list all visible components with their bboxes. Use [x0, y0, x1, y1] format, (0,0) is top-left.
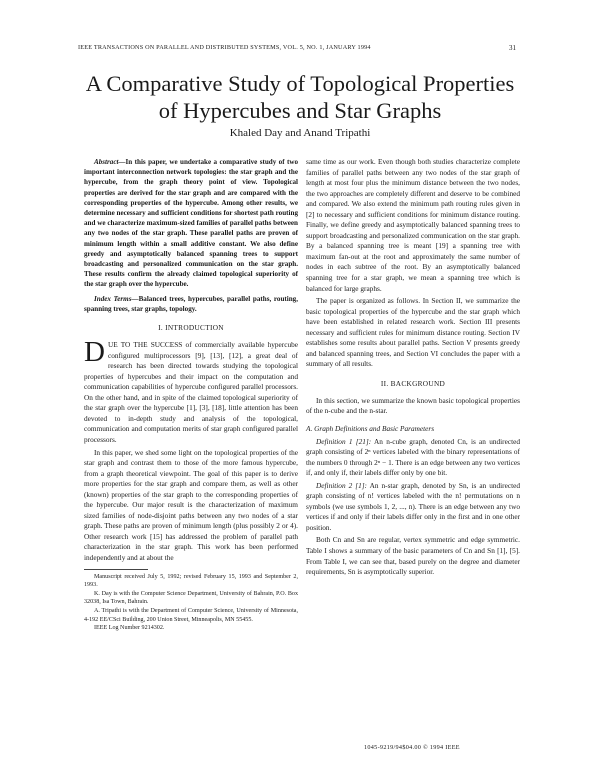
abstract-lead: Abstract—: [94, 158, 126, 166]
subsection-title-definitions: A. Graph Definitions and Basic Parameters: [306, 424, 435, 434]
drop-cap: D: [84, 336, 105, 369]
index-terms-lead: Index Terms—: [94, 294, 139, 303]
definition-2-text: An n-star graph, denoted by Sn, is an undirected graph consisting of n! vertices labeled with the n! permutations on n symbols (we use symbols 1, 2, ..., n). There is an edge between any two vertices if and only if their labels differ only in the first and in one other position.: [306, 480, 520, 532]
footnotes: [84, 573, 298, 633]
footnote-manuscript: Manuscript received July 5, 1992; revised February 15, 1993 and September 2, 1993.: [84, 573, 298, 589]
title-line-1: A Comparative Study of Topological Properties: [85, 71, 515, 96]
intro-paragraph-1-text: UE TO THE SUCCESS of commercially available hypercube configured multiprocessors [9], [13], [12], a great deal of research has been directed towards studying the topological properties of hypercubes and their impact on the computation and communication capabilities of hypercube configured parallel processors. On the other hand, and in spite of the claimed topological superiority of the star graph over the hypercube [1], [3], [18], little attention has been devoted to in-depth study and analysis of the topological, communication and computation merits of star graph configured parallel processors.: [84, 340, 298, 444]
right-column: [306, 157, 520, 580]
running-header: IEEE TRANSACTIONS ON PARALLEL AND DISTRIBUTED SYSTEMS, VOL. 5, NO. 1, JANUARY 1994: [78, 44, 371, 51]
right-paragraph-2: The paper is organized as follows. In Section II, we summarize the basic topological properties of the hypercube and the star graph which have been established in related research work. Section III presents necessary and sufficient rules for minimum distance routing. Section IV establishes some results about parallel paths. Section V presents greedy and balanced spanning trees, and Section VI concludes the paper with a summary of all results.: [306, 296, 520, 369]
abstract: [84, 157, 298, 290]
left-column: [84, 157, 298, 633]
background-paragraph: In this section, we summarize the known basic topological properties of the n-cube and the n-star.: [306, 395, 520, 416]
page-number: 31: [509, 44, 516, 52]
authors: Khaled Day and Anand Tripathi: [229, 127, 371, 139]
definition-2-label: Definition 2 [1]:: [316, 480, 367, 490]
definition-2: [306, 481, 520, 534]
copyright-line: 1045-9219/94$04.00 © 1994 IEEE: [364, 744, 460, 751]
footnote-divider: [84, 569, 148, 570]
intro-paragraph-1: [84, 336, 298, 445]
intro-paragraph-2: In this paper, we shed some light on the topological properties of the star graph and contrast them to those of the more famous hypercube, from a graph theoretical viewpoint. The goal of this paper is to derive more properties for the star graph and compare them, as well as other (known) properties of the star graph to the corresponding properties of the hypercube. Our major result is the characterization of maximum sized families of node-disjoint paths between any two nodes of a star graph. These paths are proven of minimum length (plus possibly 2 or 4). Other research work [15] has addressed the problem of parallel path characterization in the star graph. This work has been performed independently and at about the: [84, 447, 298, 562]
right-paragraph-1: same time as our work. Even though both studies characterize complete families of parallel paths between any two nodes of the star graph of length at most four plus the minimum distance between the two nodes, the two approaches are completely different and deserve to be combined and compared. We also extend the minimum path routing rules given in [2] to necessary and sufficient conditions for minimum distance routing. Finally, we define greedy and asymptotically balanced spanning trees to support broadcasting and personalized communication on the star graph. By a balanced spanning tree is meant [19] a spanning tree with maximum fan-out at the root and approximately the same number of nodes in each subtree of the root. By an asymptotically balanced spanning tree for a star graph, we mean a spanning tree which is balanced for large graphs.: [306, 157, 520, 293]
abstract-text: In this paper, we undertake a comparative study of two important interconnection network topologies: the star graph and the hypercube, from the graph theory point of view. Topological properties are derived for the star graph and are compared with the corresponding properties of the hypercube. Among other results, we determine necessary and sufficient conditions for shortest path routing and we characterize maximum-sized families of parallel paths between any two nodes of the star graph. These parallel paths are proven of minimum length within a small additive constant. We also define greedy and asymptotically balanced spanning trees to support broadcasting and personalized communication on the star graph. These results confirm the already claimed topological superiority of the star graph over the hypercube.: [84, 158, 298, 289]
right-paragraph-3: Both Cn and Sn are regular, vertex symmetric and edge symmetric. Table I shows a summary of the basic parameters of Cn and Sn [1], [5]. From Table I, we can see that, based purely on the degree and diameter requirements, Sn is asymptotically superior.: [306, 535, 520, 577]
footnote-author-tripathi: A. Tripathi is with the Department of Computer Science, University of Minnesota, 4-192 EE/CSci Building, 200 Union Street, Minneapolis, MN 55455.: [84, 607, 298, 623]
title-line-2: of Hypercubes and Star Graphs: [158, 98, 442, 123]
footnote-log-number: IEEE Log Number 9214302.: [94, 625, 165, 632]
index-terms-text: Balanced trees, hypercubes, parallel paths, routing, spanning trees, star graphs, topology.: [84, 294, 298, 313]
definition-1: [306, 437, 520, 479]
paper-title: [60, 70, 540, 124]
footnote-author-day: K. Day is with the Computer Science Department, University of Bahrain, P.O. Box 32038, Isa Town, Bahrain.: [84, 590, 298, 606]
definition-1-label: Definition 1 [21]:: [316, 436, 372, 446]
section-title-background: II. BACKGROUND: [380, 378, 446, 388]
section-title-introduction: I. INTRODUCTION: [158, 323, 224, 333]
index-terms: [84, 294, 298, 314]
definition-1-text: An n-cube graph, denoted Cn, is an undirected graph consisting of 2ⁿ vertices labeled with the binary representations of the numbers 0 through 2ⁿ − 1. There is an edge between any two vertices if, and only if, their labels differ only by one bit.: [306, 436, 520, 478]
